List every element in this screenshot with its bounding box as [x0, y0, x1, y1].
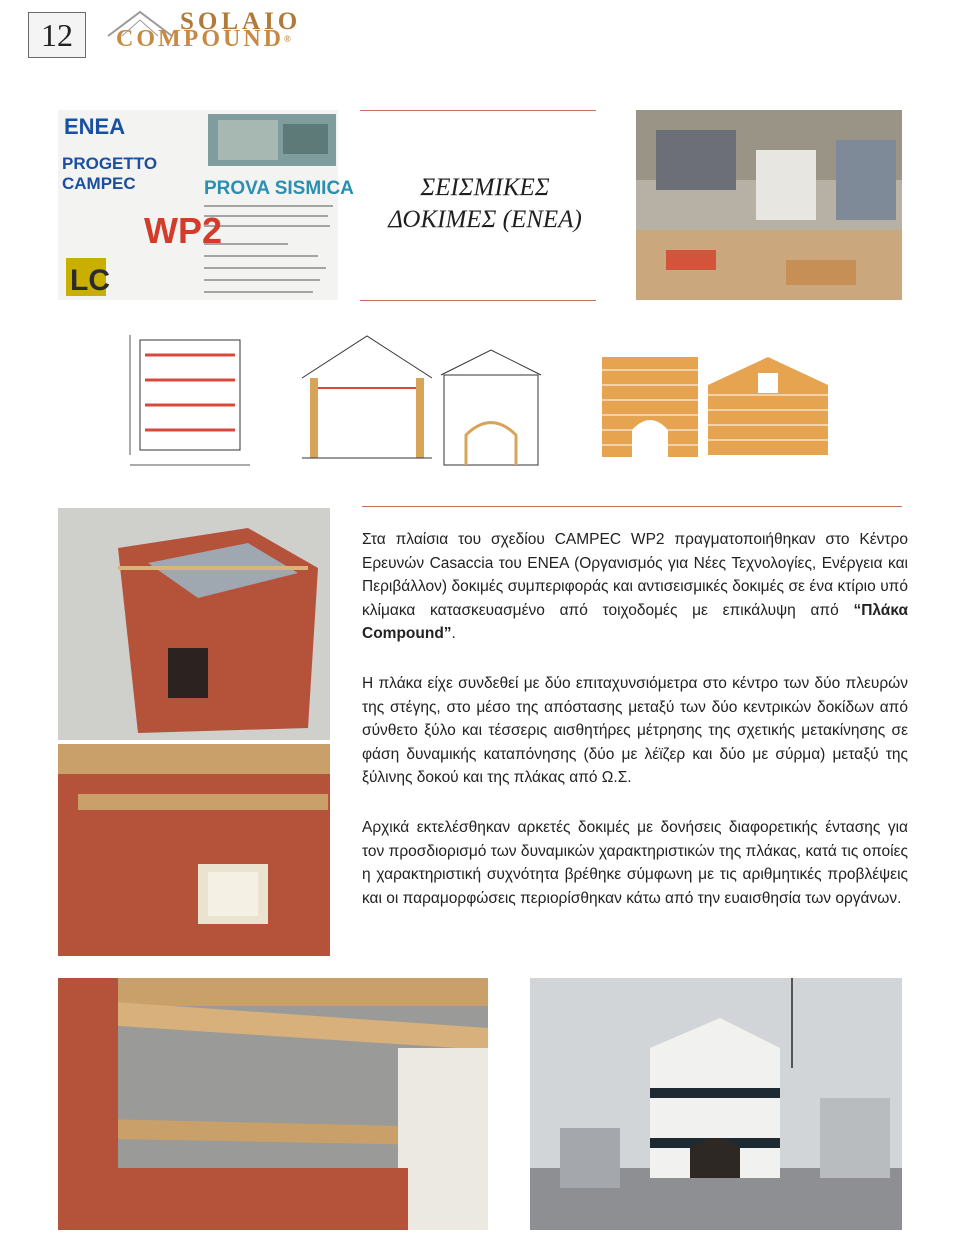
section-title [360, 172, 610, 236]
logo-top-text: SOLAIO [180, 8, 302, 35]
photo-shake-table-building [530, 978, 902, 1230]
photo-brick-structure [58, 508, 330, 740]
page-number: 12 [28, 12, 86, 58]
lab-hall-drawing [636, 110, 902, 300]
drawing-elevation-front [600, 355, 700, 465]
photo-lab-hall [636, 110, 902, 300]
drawing-section-a [292, 328, 442, 468]
paragraph-intro [362, 528, 908, 646]
intro-bold: “Πλάκα Compound” [362, 601, 908, 642]
text-rule [362, 506, 902, 507]
photo-enea-sign [58, 110, 354, 300]
sign-title-line2: WP2 [144, 210, 223, 251]
drawing-section-b [436, 345, 546, 475]
logo-bottom-text [116, 27, 294, 51]
section-title-line2: ΔΟΚΙΜΕΣ (ΕΝΕΑ) [388, 206, 582, 233]
intro-end: . [451, 625, 456, 642]
title-rule-top [360, 110, 596, 111]
photo-brick-interior [58, 744, 330, 956]
logo-wordmark: COMPOUND [116, 26, 284, 52]
intro-text: Στα πλαίσια του σχεδίου CAMPEC WP2 πραγματοποιήθηκαν στο Κέντρο Ερευνών Casaccia του ENEA (Οργανισμός για Νέες Τεχνολογίες, Ενέργεια και Περιβάλλον) δοκιμές συμπεριφοράς και αντισεισμικές δοκιμές σε ένα κτίριο υπό κλίμακα κατασκευασμένο από τοιχοδομές με επικάλυψη από [362, 531, 908, 619]
svg-text:ENEA: ENEA [64, 114, 126, 139]
enea-sign-drawing [58, 110, 354, 300]
brick-interior-drawing [58, 744, 330, 956]
section-title-line1: ΣΕΙΣΜΙΚΕΣ [420, 174, 550, 201]
interior-beams-drawing [58, 978, 488, 1230]
photo-interior-beams [58, 978, 488, 1230]
sign-title-line1: PROGETTO CAMPEC [62, 154, 158, 193]
paragraph-results: Αρχικά εκτελέσθηκαν αρκετές δοκιμές με δονήσεις διαφορετικής έντασης για τον προσδιορισμό των δυναμικών χαρακτηριστικών της πλάκας, κατά τις οποίες η χαρακτηριστική συχνότητα βρέθηκε σύμφωνη με τις αριθμητικές προβλέψεις και οι παραμορφώσεις περιορίσθηκαν κάτω από την ευαισθησία των οργάνων. [362, 819, 908, 907]
svg-text:PROVA SISMICA: PROVA SISMICA [204, 178, 354, 199]
drawing-elevation-side [706, 355, 831, 460]
registered-mark: ® [283, 34, 294, 44]
drawing-plan [120, 325, 260, 475]
brick-structure-drawing [58, 508, 330, 740]
svg-text:LC: LC [70, 264, 110, 297]
title-rule-bottom [360, 300, 596, 301]
shake-table-drawing [530, 978, 902, 1230]
paragraph-sensors: Η πλάκα είχε συνδεθεί με δύο επιταχυνσιόμετρα στο κέντρο των δύο πλευρών της στέγης, στο μέσο της απόστασης μεταξύ των δύο κεντρικών δοκίδων από σύνθετο ξύλο και τέσσερις αισθητήρες μέτρησης της σχετικής μετακίνησης σε φάση δυναμικής καταπόνησης (δύο με λέϊζερ και δύο με σύρμα) μεταξύ της ξύλινης δοκού και της πλάκας από Ω.Σ. [362, 675, 908, 786]
